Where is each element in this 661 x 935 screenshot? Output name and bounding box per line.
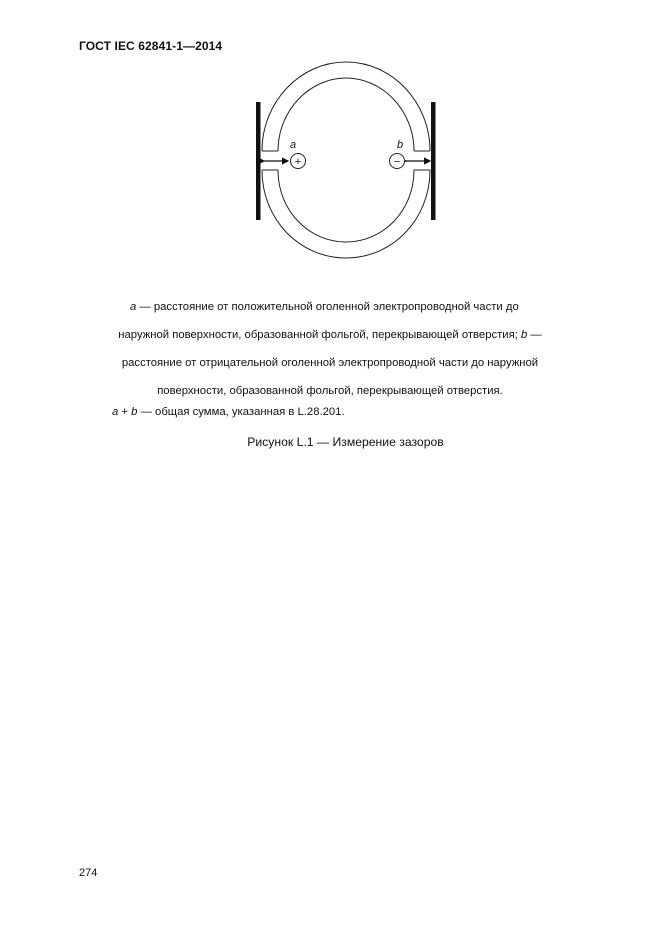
figure-legend — [95, 293, 565, 405]
var-b: b — [521, 329, 528, 341]
housing-inner-contour-lower — [278, 170, 414, 242]
legend-line-4: поверхности, образованной фольгой, перекрывающей отверстия. — [157, 385, 503, 397]
sum-note: a + b — общая сумма, указанная в L.28.201. — [112, 406, 345, 418]
positive-sign: + — [294, 156, 302, 168]
negative-sign: − — [393, 156, 401, 168]
label-a: a — [289, 139, 297, 151]
legend-line-1: a — расстояние от положительной оголенной электропроводной части до — [130, 301, 519, 313]
housing-inner-contour — [278, 78, 414, 151]
left-foil-plate — [256, 102, 261, 220]
housing-outer-contour — [262, 62, 430, 151]
legend-line-2: наружной поверхности, образованной фольгой, перекрывающей отверстия; b — — [118, 329, 542, 341]
page-number: 274 — [79, 867, 98, 879]
label-b: b — [396, 139, 404, 151]
right-foil-plate — [431, 102, 436, 220]
var-a: a — [130, 301, 137, 313]
figure-caption: Рисунок L.1 — Измерение зазоров — [247, 435, 444, 449]
legend-line-3: расстояние от отрицательной оголенной электропроводной части до наружной — [121, 357, 539, 369]
clearance-figure — [0, 0, 661, 270]
document-header: ГОСТ IEC 62841-1—2014 — [79, 39, 223, 53]
housing-outer-contour-lower — [262, 170, 430, 258]
